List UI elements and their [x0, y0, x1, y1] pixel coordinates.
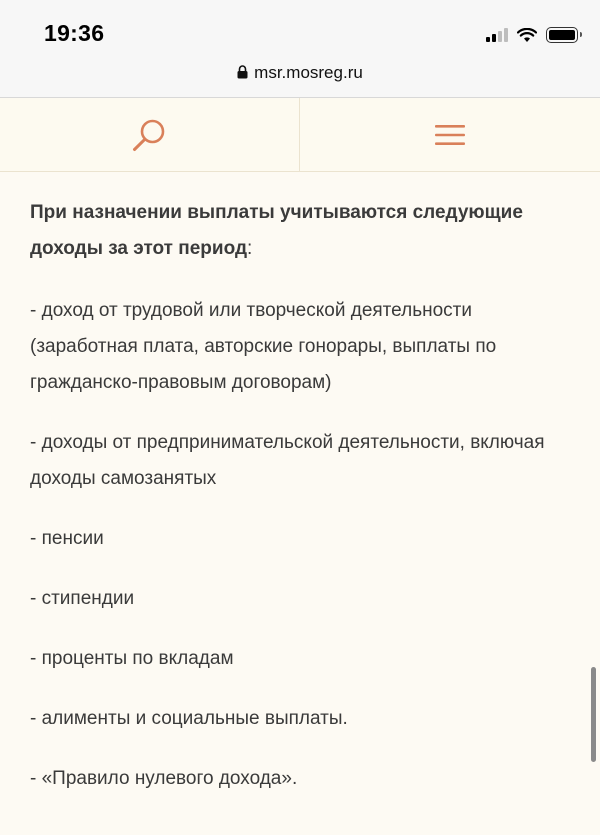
list-item: - пенсии [30, 528, 104, 549]
income-heading-text: При назначении выплаты учитываются следующие доходы за этот период [30, 202, 523, 259]
status-icons [486, 24, 578, 46]
list-item: - «Правило нулевого дохода». [30, 768, 298, 789]
income-heading-colon: : [247, 238, 253, 259]
scrollbar[interactable] [591, 667, 596, 762]
article-content [30, 195, 575, 821]
url-text: msr.mosreg.ru [254, 63, 363, 82]
list-item: - стипендии [30, 588, 135, 609]
status-time: 19:36 [44, 20, 105, 46]
wifi-icon [517, 28, 537, 43]
list-item: - проценты по вкладам [30, 648, 234, 669]
list-item: - алименты и социальные выплаты. [30, 708, 348, 729]
menu-button[interactable] [300, 98, 600, 171]
list-item: - доходы от предпринимательской деятельности, включая доходы самозанятых [30, 432, 545, 489]
battery-icon [546, 27, 578, 43]
search-icon [132, 117, 168, 153]
cellular-signal-icon [486, 28, 508, 42]
hamburger-menu-icon [435, 124, 465, 146]
browser-chrome [0, 0, 600, 98]
income-heading [30, 195, 575, 267]
address-bar[interactable] [0, 63, 600, 83]
list-item: - доход от трудовой или творческой деятельности (заработная плата, авторские гонорары, выплаты по гражданско-правовым договорам) [30, 300, 497, 393]
search-button[interactable] [0, 98, 300, 171]
site-nav-bar [0, 98, 600, 172]
lock-icon [237, 65, 248, 79]
